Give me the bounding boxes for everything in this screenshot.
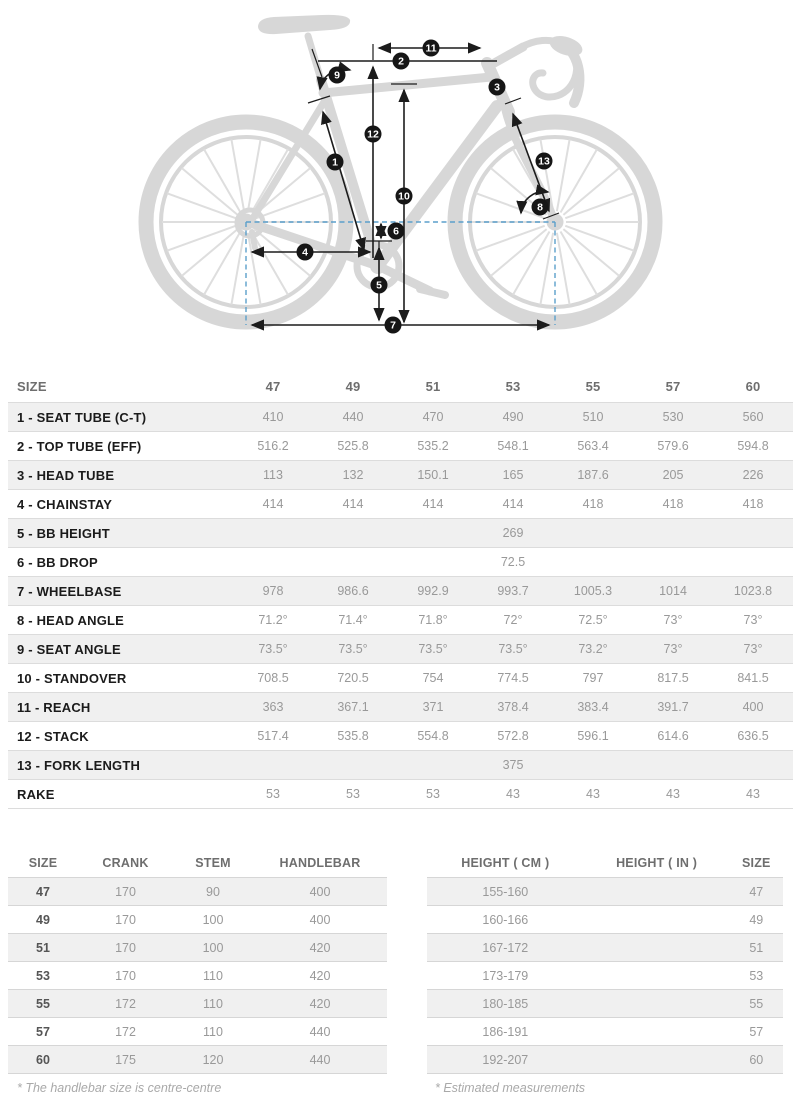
components-row — [8, 906, 387, 934]
sizing-row — [427, 934, 783, 962]
svg-text:2: 2 — [398, 55, 404, 68]
components-value: 90 — [206, 884, 220, 899]
sizing-row — [427, 962, 783, 990]
geometry-value: 43 — [746, 787, 760, 801]
geometry-value: 43 — [506, 787, 520, 801]
components-size: 47 — [36, 884, 50, 899]
sizing-height-in — [584, 1046, 730, 1074]
pedal — [420, 289, 445, 295]
geometry-value: 572.8 — [497, 729, 529, 743]
geometry-row — [8, 548, 793, 577]
components-row — [8, 878, 387, 906]
sizing-height-in — [584, 878, 730, 906]
geometry-row-label: 7 - WHEELBASE — [17, 583, 122, 599]
badge-11 — [423, 40, 440, 57]
sizing-header-height-in: HEIGHT ( IN ) — [616, 856, 698, 870]
geometry-value: 73.5° — [258, 642, 288, 656]
components-value: 172 — [115, 1024, 136, 1039]
components-size: 49 — [36, 912, 50, 927]
svg-text:1: 1 — [332, 156, 338, 169]
size-col-51: 51 — [425, 379, 441, 394]
sizing-height-cm: 167-172 — [482, 940, 529, 955]
sizing-height-cm: 192-207 — [482, 1052, 529, 1067]
badge-2 — [393, 53, 410, 70]
geometry-value: 993.7 — [497, 584, 529, 598]
geometry-value: 1023.8 — [733, 584, 773, 598]
saddle — [258, 15, 350, 34]
sizing-row — [427, 878, 783, 906]
sizing-row — [427, 1018, 783, 1046]
components-row — [8, 962, 387, 990]
sizing-size: 53 — [749, 968, 764, 983]
rider-sizing-table — [427, 849, 783, 1074]
components-row — [8, 1046, 387, 1074]
geometry-value: 43 — [666, 787, 680, 801]
geometry-row — [8, 519, 793, 548]
geometry-value: 187.6 — [577, 468, 609, 482]
geometry-value: 410 — [262, 410, 284, 424]
geometry-row-label: 8 - HEAD ANGLE — [17, 612, 125, 628]
geometry-value: 418 — [742, 497, 764, 511]
geometry-value: 594.8 — [737, 439, 769, 453]
geometry-value: 596.1 — [577, 729, 609, 743]
sizing-height-cm: 186-191 — [482, 1024, 529, 1039]
geometry-value: 754 — [422, 671, 444, 685]
geometry-value: 53 — [426, 787, 440, 801]
geometry-value: 535.8 — [337, 729, 369, 743]
geometry-row — [8, 432, 793, 461]
geometry-row — [8, 635, 793, 664]
components-value: 110 — [203, 968, 223, 983]
components-value: 120 — [202, 1052, 224, 1067]
components-row — [8, 990, 387, 1018]
geometry-row — [8, 693, 793, 722]
geometry-value: 720.5 — [337, 671, 369, 685]
geometry-value: 73° — [743, 613, 763, 627]
geometry-value: 71.4° — [338, 613, 368, 627]
geometry-value: 1005.3 — [573, 584, 613, 598]
size-col-53: 53 — [505, 379, 521, 394]
geometry-shared-value: 269 — [502, 526, 524, 540]
geometry-row-label: 9 - SEAT ANGLE — [17, 641, 121, 657]
sizing-height-cm: 160-166 — [482, 912, 529, 927]
svg-text:11: 11 — [425, 42, 437, 55]
geometry-value: 43 — [586, 787, 600, 801]
components-value: 110 — [203, 996, 223, 1011]
bike-frame — [237, 15, 585, 295]
svg-text:9: 9 — [334, 69, 340, 82]
geometry-row — [8, 780, 793, 809]
sizing-height-cm: 180-185 — [482, 996, 529, 1011]
geometry-shared-value: 375 — [502, 758, 524, 772]
geometry-value: 53 — [266, 787, 280, 801]
geometry-value: 367.1 — [337, 700, 369, 714]
sizing-height-in — [584, 962, 730, 990]
components-value: 420 — [309, 940, 331, 955]
sizing-size: 49 — [749, 912, 764, 927]
size-col-55: 55 — [585, 379, 601, 394]
geometry-value: 73° — [743, 642, 763, 656]
geometry-value: 560 — [742, 410, 764, 424]
geometry-value: 563.4 — [577, 439, 609, 453]
components-value: 100 — [202, 912, 224, 927]
geometry-value: 71.8° — [418, 613, 448, 627]
geometry-value: 53 — [346, 787, 360, 801]
geometry-value: 132 — [342, 468, 364, 482]
sizing-height-cm: 155-160 — [482, 884, 529, 899]
sizing-header-size: SIZE — [741, 856, 771, 870]
geometry-row — [8, 490, 793, 519]
size-col-47: 47 — [265, 379, 281, 394]
geometry-value: 530 — [662, 410, 684, 424]
geometry-value: 1014 — [659, 584, 687, 598]
geometry-row-label: 6 - BB DROP — [17, 554, 98, 570]
components-header-handlebar: HANDLEBAR — [279, 856, 361, 870]
geometry-value: 525.8 — [337, 439, 369, 453]
components-header-row — [8, 849, 387, 878]
components-size: 60 — [36, 1052, 50, 1067]
sizing-size: 60 — [749, 1052, 764, 1067]
sizing-height-cm: 173-179 — [482, 968, 529, 983]
components-header-size: SIZE — [28, 856, 58, 870]
geometry-row — [8, 403, 793, 432]
geometry-row-label: 3 - HEAD TUBE — [17, 467, 115, 483]
handlebar-footnote: * The handlebar size is centre-centre — [17, 1081, 222, 1095]
geometry-shared-value: 72.5 — [500, 555, 526, 569]
svg-text:3: 3 — [494, 81, 500, 94]
geometry-value: 72° — [503, 613, 523, 627]
sizing-header-height-cm: HEIGHT ( CM ) — [461, 856, 550, 870]
geometry-value: 797 — [582, 671, 604, 685]
geometry-row-label: 4 - CHAINSTAY — [17, 496, 113, 512]
components-value: 170 — [115, 884, 136, 899]
badge-10 — [396, 188, 413, 205]
components-value: 420 — [309, 996, 331, 1011]
geometry-value: 490 — [502, 410, 524, 424]
size-header-label: SIZE — [17, 379, 47, 394]
badge-5 — [371, 277, 388, 294]
sizing-height-in — [584, 990, 730, 1018]
geometry-value: 73° — [663, 613, 683, 627]
geometry-row-label: 2 - TOP TUBE (EFF) — [17, 438, 142, 454]
geometry-value: 73.5° — [338, 642, 368, 656]
components-value: 175 — [115, 1052, 136, 1067]
size-col-57: 57 — [665, 379, 681, 394]
geometry-value: 986.6 — [337, 584, 369, 598]
geometry-value: 414 — [502, 497, 524, 511]
sizing-height-in — [584, 1018, 730, 1046]
components-value: 170 — [115, 968, 136, 983]
geometry-value: 363 — [262, 700, 284, 714]
geometry-value: 414 — [342, 497, 364, 511]
badge-9 — [329, 67, 346, 84]
components-row — [8, 1018, 387, 1046]
components-header-stem: STEM — [195, 856, 231, 870]
components-header-crank: CRANK — [102, 856, 149, 870]
geometry-value: 841.5 — [737, 671, 769, 685]
geometry-value: 554.8 — [417, 729, 449, 743]
geometry-value: 73.2° — [578, 642, 608, 656]
sizing-row — [427, 1046, 783, 1074]
size-col-49: 49 — [345, 379, 361, 394]
geometry-row — [8, 461, 793, 490]
badge-13 — [536, 153, 553, 170]
geometry-value: 73° — [663, 642, 683, 656]
geometry-row — [8, 722, 793, 751]
geometry-row-label: 11 - REACH — [17, 699, 91, 715]
geometry-value: 579.6 — [657, 439, 689, 453]
geometry-row-label: 1 - SEAT TUBE (C-T) — [17, 409, 147, 425]
geometry-row — [8, 606, 793, 635]
geometry-value: 418 — [662, 497, 684, 511]
sizing-height-in — [584, 934, 730, 962]
geometry-value: 470 — [422, 410, 444, 424]
components-value: 400 — [309, 884, 331, 899]
geometry-value: 371 — [422, 700, 444, 714]
svg-text:13: 13 — [538, 155, 550, 168]
geometry-value: 516.2 — [257, 439, 289, 453]
geometry-value: 548.1 — [497, 439, 529, 453]
svg-text:8: 8 — [537, 201, 543, 214]
sizing-size: 47 — [749, 884, 764, 899]
components-value: 420 — [309, 968, 331, 983]
geometry-value: 636.5 — [737, 729, 769, 743]
badge-6 — [388, 223, 405, 240]
geometry-value: 71.2° — [258, 613, 288, 627]
geometry-value: 378.4 — [497, 700, 529, 714]
bike-geometry-diagram — [0, 0, 793, 366]
components-size: 53 — [36, 968, 50, 983]
sizing-size: 57 — [749, 1024, 764, 1039]
rear-derailleur — [252, 232, 255, 248]
components-size: 51 — [36, 940, 50, 955]
geometry-row-label: 10 - STANDOVER — [17, 670, 127, 686]
components-size: 55 — [36, 996, 50, 1011]
svg-text:10: 10 — [398, 190, 410, 203]
geometry-value: 414 — [422, 497, 444, 511]
geometry-value: 992.9 — [417, 584, 449, 598]
geometry-value: 165 — [502, 468, 524, 482]
estimated-footnote: * Estimated measurements — [435, 1081, 586, 1095]
sizing-size: 55 — [749, 996, 764, 1011]
sizing-row — [427, 906, 783, 934]
badge-4 — [297, 244, 314, 261]
geometry-header-row — [8, 371, 793, 403]
geometry-value: 391.7 — [657, 700, 689, 714]
size-col-60: 60 — [745, 379, 761, 394]
svg-text:12: 12 — [367, 128, 379, 141]
geometry-row — [8, 751, 793, 780]
geometry-row-label: 5 - BB HEIGHT — [17, 525, 110, 541]
geometry-value: 774.5 — [497, 671, 529, 685]
geometry-value: 113 — [263, 468, 283, 482]
components-value: 100 — [202, 940, 224, 955]
geometry-value: 418 — [582, 497, 604, 511]
sizing-size: 51 — [749, 940, 764, 955]
svg-text:4: 4 — [302, 246, 308, 259]
geometry-row-label: 12 - STACK — [17, 728, 89, 744]
geometry-row — [8, 664, 793, 693]
geometry-value: 383.4 — [577, 700, 609, 714]
components-value: 170 — [115, 912, 136, 927]
geometry-value: 517.4 — [257, 729, 289, 743]
components-size: 57 — [36, 1024, 50, 1039]
badge-1 — [327, 154, 344, 171]
svg-text:5: 5 — [376, 279, 382, 292]
sizing-height-in — [584, 906, 730, 934]
geometry-value: 72.5° — [578, 613, 608, 627]
components-row — [8, 934, 387, 962]
geometry-row-label: 13 - FORK LENGTH — [17, 757, 141, 773]
geometry-value: 708.5 — [257, 671, 289, 685]
badge-12 — [365, 126, 382, 143]
badge-3 — [489, 79, 506, 96]
badge-8 — [532, 199, 549, 216]
components-value: 172 — [115, 996, 136, 1011]
components-value: 440 — [309, 1024, 331, 1039]
svg-text:7: 7 — [390, 319, 396, 332]
geometry-value: 978 — [262, 584, 284, 598]
geometry-row-label: RAKE — [17, 786, 55, 802]
geometry-table — [8, 371, 793, 809]
geometry-value: 614.6 — [657, 729, 689, 743]
components-value: 440 — [309, 1052, 331, 1067]
components-value: 110 — [203, 1024, 223, 1039]
geometry-row — [8, 577, 793, 606]
components-table — [8, 849, 387, 1074]
svg-text:6: 6 — [393, 225, 399, 238]
components-value: 400 — [309, 912, 331, 927]
sizing-row — [427, 990, 783, 1018]
geometry-value: 817.5 — [657, 671, 689, 685]
geometry-value: 73.5° — [418, 642, 448, 656]
sizing-header-row — [427, 849, 783, 878]
geometry-value: 73.5° — [498, 642, 528, 656]
geometry-value: 414 — [262, 497, 284, 511]
geometry-value: 440 — [342, 410, 364, 424]
geometry-value: 400 — [742, 700, 764, 714]
geometry-value: 150.1 — [417, 468, 449, 482]
geometry-value: 535.2 — [417, 439, 449, 453]
geometry-value: 510 — [582, 410, 604, 424]
components-value: 170 — [115, 940, 136, 955]
geometry-value: 205 — [662, 468, 684, 482]
geometry-value: 226 — [742, 468, 764, 482]
badge-7 — [385, 317, 402, 334]
